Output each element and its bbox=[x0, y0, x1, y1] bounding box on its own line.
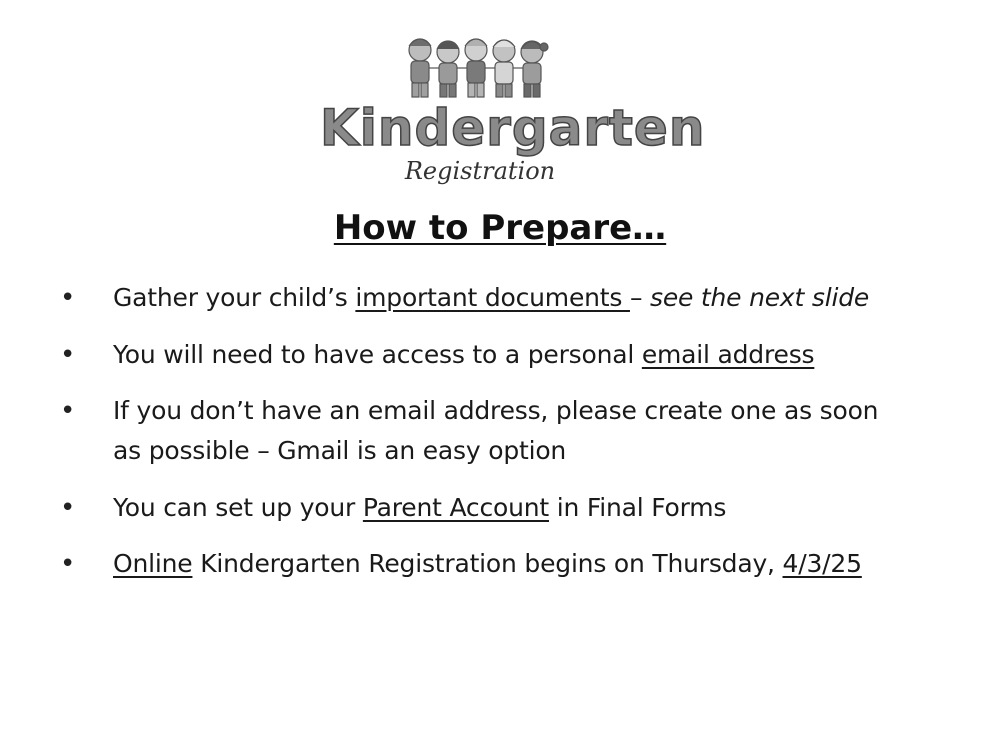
bullet-text bbox=[113, 278, 973, 318]
kindergarten-registration-logo bbox=[320, 30, 706, 195]
bullet-icon: • bbox=[60, 396, 76, 426]
parent-account-text: Parent Account bbox=[362, 493, 549, 522]
logo-title: Kindergarten bbox=[320, 99, 706, 157]
bullet-icon: • bbox=[60, 340, 76, 370]
bullet-icon: • bbox=[60, 493, 76, 523]
text-segment: You will need to have access to a personal bbox=[113, 340, 642, 369]
text-segment: Gather your child’s bbox=[113, 283, 356, 312]
text-segment: in Final Forms bbox=[549, 493, 727, 522]
logo-subtitle: Registration bbox=[404, 157, 556, 185]
text-segment: – bbox=[629, 283, 650, 312]
text-segment: Kindergarten Registration begins on Thursday, bbox=[192, 549, 783, 578]
bullet-text bbox=[113, 488, 973, 528]
online-text: Online bbox=[113, 549, 193, 578]
bullet-text bbox=[113, 335, 973, 375]
email-address-text: email address bbox=[641, 340, 815, 369]
bullet-icon: • bbox=[60, 283, 76, 313]
text-segment: You can set up your bbox=[113, 493, 363, 522]
page-title: How to Prepare… bbox=[333, 208, 667, 248]
see-next-slide-text: see the next slide bbox=[650, 283, 870, 312]
text-segment: If you don’t have an email address, please create one as soon as possible – Gmail is an easy option bbox=[113, 396, 879, 465]
registration-date-text: 4/3/25 bbox=[782, 549, 862, 578]
bullet-text bbox=[113, 544, 973, 584]
important-documents-text: important documents bbox=[355, 283, 630, 312]
bullet-text bbox=[113, 391, 883, 471]
bullet-icon: • bbox=[60, 549, 76, 579]
